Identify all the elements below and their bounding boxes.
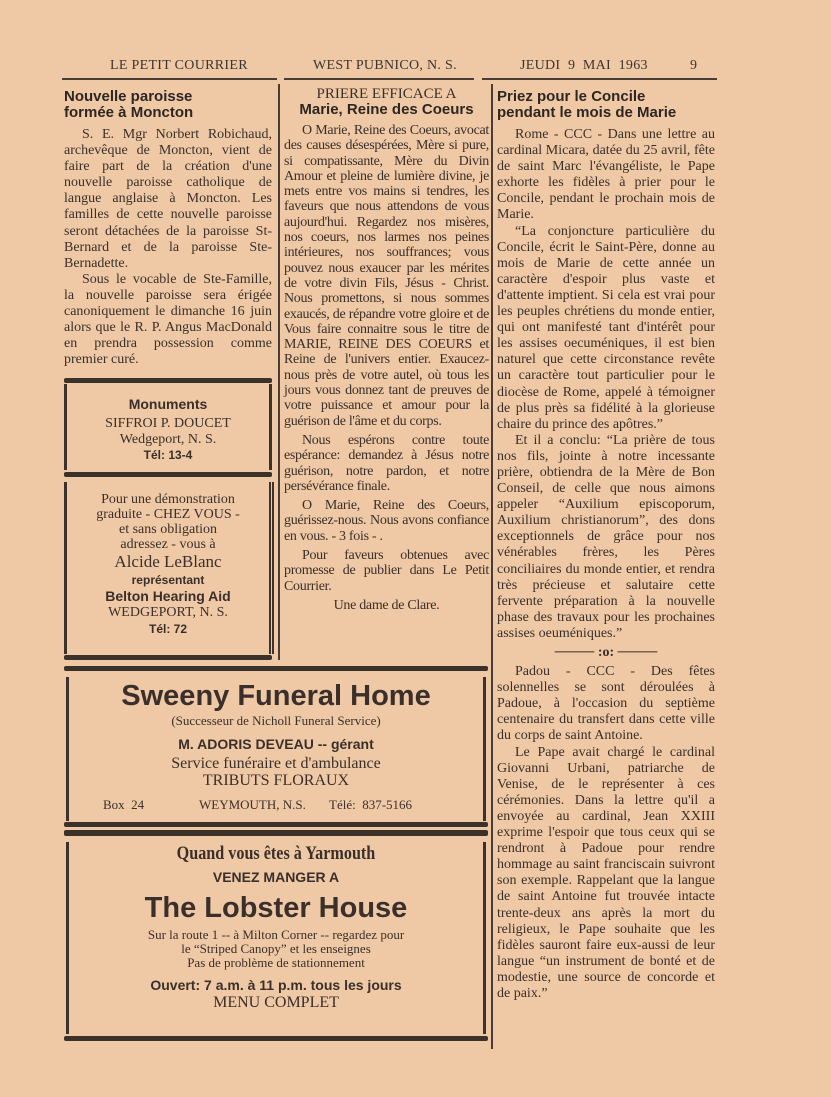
ad-text: représentant	[131, 573, 205, 587]
article-paragraph: O Marie, Reine des Coeurs, avocat des causes désespérées, Mère si pure, si compatissante, Mère du Divin Amour et pleine de lumière divine, je mets entre vos mains si tendres, les faveurs que nous attendons de vous aujourd'hui. Regardez nos misères, nos coeurs, nos larmes nos peines intérieures, nos souffrances; vous pouvez nous exaucer par les mérites de votre divin Fils, Jésus - Christ. Nous promettons, si nous sommes exaucés, de répandre votre gloire et de Vous faire connaitre sous le titre de MARIE, REINE DES COEURS et Reine de l'univers entier. Exaucez-nous près de votre autel, où tous les jours vous donnez tant de preuves de votre puissance et amour pour la guérison de l'âme et du corps.	[284, 123, 489, 429]
ad-lobster-house	[66, 842, 486, 1034]
article-paragraph: Rome - CCC - Dans une lettre au cardinal Micara, datée du 25 avril, fête de saint Marc l'évangéliste, le Pape exhorte les fidèles à prier pour le Concile, pendant le prochain mois de Marie.	[497, 127, 715, 223]
ad-text: TRIBUTS FLORAUX	[202, 772, 350, 789]
header-rule	[482, 78, 717, 80]
ad-place: WEYMOUTH, N.S.	[199, 797, 306, 812]
ad-phone: Tél: 72	[148, 622, 187, 636]
column-rule	[491, 84, 493, 1049]
article-paragraph: Nous espérons contre toute espérance: demandez à Jésus notre guérison, notre pardon, et notre persévérance finale.	[284, 432, 489, 494]
article-concile	[497, 89, 715, 1002]
article-title: Priez pour le Concile	[497, 88, 646, 105]
article-paragraph: Sous le vocable de Ste-Famille, la nouvelle paroisse sera érigée canoniquement le dimanche 16 juin alors que le R. P. Angus MacDonald en prendra possession comme premier curé.	[64, 271, 272, 368]
dateline-place: WEST PUBNICO, N. S.	[313, 58, 457, 73]
article-paragraph: O Marie, Reine des Coeurs, guérissez-nous. Nous avons confiance en vous. - 3 fois - .	[284, 498, 489, 544]
ad-place: WEDGEPORT, N. S.	[108, 605, 228, 620]
ad-border	[64, 822, 488, 827]
article-paragraph: “La conjoncture particulière du Concile, écrit le Saint-Père, donne au mois de Marie de cette année un caractère d'espoir plus vaste et d'attente imptient. Si cela est vrai pour les peuples chrétiens du monde entier, qui ont manifesté tant d'intérêt pour les assises oecuméniques, il est bien naturel que cette circonstance revête un caractère tout particulier pour le diocèse de Rome, appelé à témoigner de plus près sa fidélité à la glorieuse chaire du prince des apôtres.”	[497, 223, 715, 432]
ad-text: Sur la route 1 -- à Milton Corner -- regardez pour	[147, 927, 405, 942]
ad-text: Quand vous êtes à Yarmouth	[176, 843, 376, 864]
article-signature: Une dame de Clare.	[333, 597, 440, 613]
newspaper-name: LE PETIT COURRIER	[110, 58, 248, 73]
ad-text: adressez - vous à	[120, 537, 216, 552]
ad-subtitle: (Successeur de Nicholl Funeral Service)	[171, 713, 381, 728]
ad-text: Service funéraire et d'ambulance	[171, 755, 381, 772]
ad-border	[64, 472, 272, 477]
header-rule	[284, 78, 474, 80]
ad-border	[64, 378, 272, 383]
ad-text: MENU COMPLET	[213, 994, 339, 1011]
ad-border	[64, 655, 272, 660]
page-number: 9	[690, 58, 698, 73]
ad-text: graduite - CHEZ VOUS -	[96, 507, 240, 522]
article-paragraph: Le Pape avait chargé le cardinal Giovanni Urbani, patriarche de Venise, de le représenter à ces cérémonies. Dans la lettre qu'il a envoyée au cardinal, Jean XXIII exprime l'espoir que tous ceux qui se rendront à Padoue pour rendre hommage au saint franciscain suivront son exemple. Rappelant que la langue de saint Antoine fut trouvée intacte trente-deux ans après la mort du religieux, le Pape souhaite que les fidèles sauront faire eux-aussi de leur langue “un instrument de bonté et de modestie, une source de concorde et de paix.”	[497, 744, 715, 1001]
ad-phone: Tél: 13-4	[143, 448, 193, 462]
ad-text: VENEZ MANGER A	[212, 869, 340, 885]
article-title: formée à Moncton	[64, 104, 194, 121]
ad-text: Pour une démonstration	[101, 492, 235, 507]
ad-monuments	[64, 384, 272, 470]
article-paragraph: Et il a conclu: “La prière de tous nos fils, jointe à notre incessante prière, obtiendra de la Mère de Bon Conseil, de celle que nous aimons appeler “Auxilium episcoporum, Auxilium christianorum”, des dons exceptionnels de grâce pour nos vénérables frères, les Pères conciliaires du monde entier, et rendra très précieuse et salutaire cette fervente préparation à la nouvelle phase des travaux pour les prochaines assises oeuméniques.”	[497, 432, 715, 641]
issue-date: JEUDI 9 MAI 1963	[520, 58, 648, 73]
article-priere	[284, 86, 489, 613]
header-rule	[62, 78, 277, 80]
ad-sweeny-funeral-home	[66, 677, 486, 821]
separator: ──── :o: ────	[554, 645, 658, 660]
ad-hearing-aid	[64, 482, 274, 654]
separator-mark: :o:	[597, 645, 615, 660]
article-title: Marie, Reine des Coeurs	[299, 101, 474, 118]
ad-place: Wedgeport, N. S.	[119, 432, 217, 447]
article-title: PRIERE EFFICACE A	[316, 86, 457, 102]
ad-name: Alcide LeBlanc	[114, 552, 222, 571]
ad-text: Pas de problème de stationnement	[187, 955, 365, 970]
ad-title: The Lobster House	[144, 892, 408, 924]
ad-brand: Belton Hearing Aid	[105, 588, 231, 604]
article-paragraph: Padou - CCC - Des fêtes solennelles se sont déroulées à Padoue, à l'occasion du septième centenaire du transfert dans cette ville du corps de saint Antoine.	[497, 664, 715, 744]
column-rule	[278, 84, 280, 660]
ad-hours: Ouvert: 7 a.m. à 11 p.m. tous les jours	[150, 977, 402, 993]
ad-name: SIFFROI P. DOUCET	[105, 416, 231, 431]
article-paragraph: Pour faveurs obtenues avec promesse de publier dans Le Petit Courrier.	[284, 548, 489, 594]
ad-phone: Télé: 837-5166	[329, 797, 413, 812]
ad-border	[64, 1036, 488, 1041]
article-paragraph: S. E. Mgr Norbert Robichaud, archevêque de Moncton, vient de faire part de la création d'une nouvelle paroisse catholique de langue anglaise à Moncton. Les familles de cette nouvelle paroisse seront détachées de la paroisse St-Bernard et de la paroisse Ste-Bernadette.	[64, 127, 272, 271]
ad-border	[64, 830, 488, 836]
ad-text: et sans obligation	[119, 522, 217, 537]
ad-manager: M. ADORIS DEVEAU -- gérant	[178, 736, 374, 752]
ad-text: le “Striped Canopy” et les enseignes	[181, 941, 371, 956]
article-title: pendant le mois de Marie	[497, 104, 677, 121]
article-nouvelle-paroisse	[64, 89, 272, 368]
ad-box: Box 24	[103, 797, 145, 812]
ad-title: Sweeny Funeral Home	[121, 680, 431, 712]
ad-border	[64, 666, 488, 671]
ad-title: Monuments	[128, 396, 208, 412]
article-title: Nouvelle paroisse	[64, 88, 193, 105]
